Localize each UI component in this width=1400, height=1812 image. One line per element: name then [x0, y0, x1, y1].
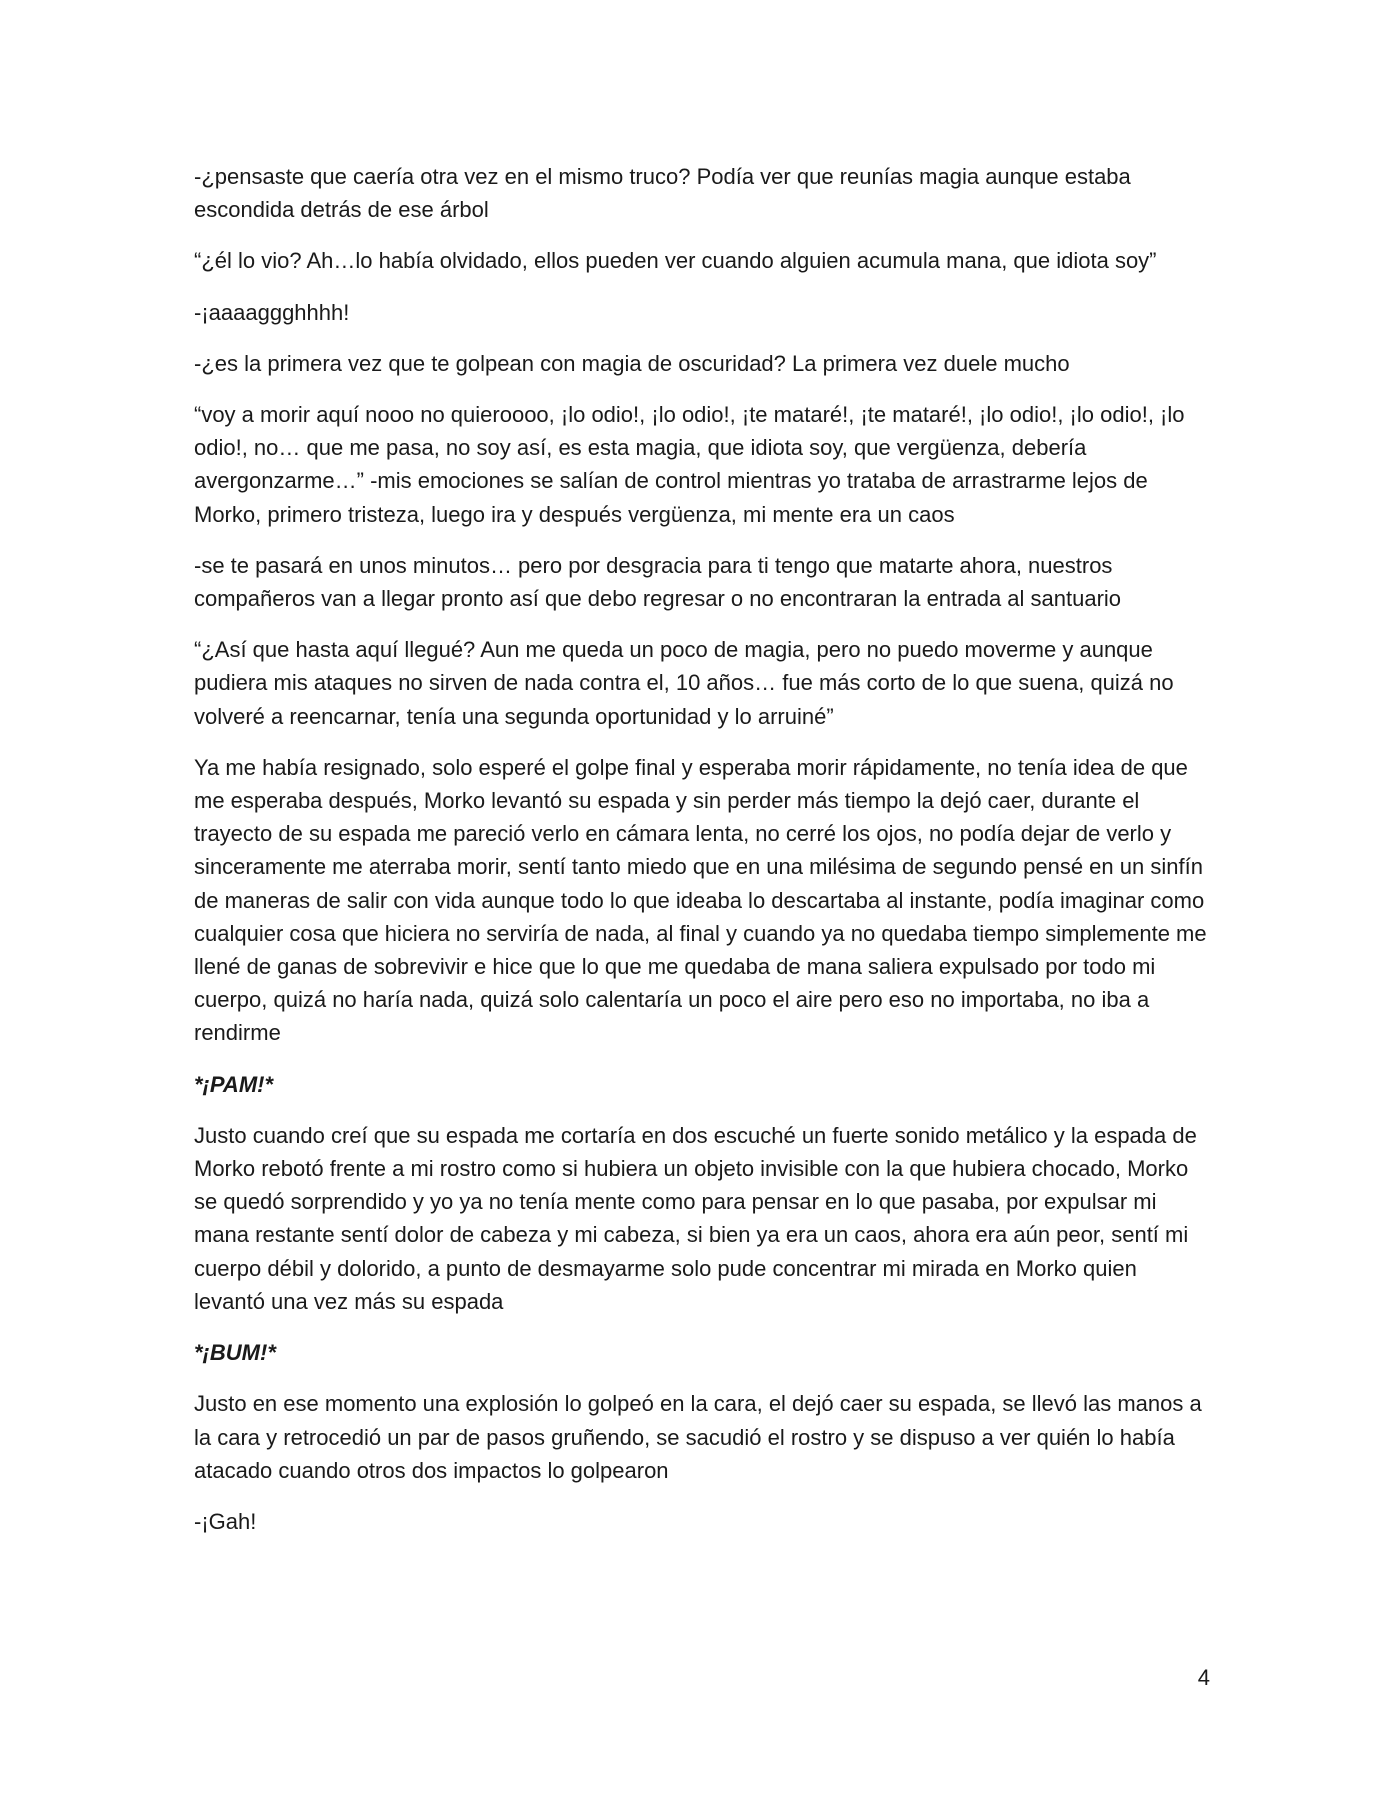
paragraph: “¿Así que hasta aquí llegué? Aun me queda un poco de magia, pero no puedo moverme y aunque pudiera mis ataques no sirven de nada contra el, 10 años… fue más corto de lo que suena, quizá no volveré a reencarnar, tenía una segunda oportunidad y lo arruiné”: [194, 637, 1174, 729]
page-body: [194, 160, 1210, 1556]
paragraph: -¡Gah!: [194, 1508, 257, 1534]
paragraph: “voy a morir aquí nooo no quieroooo, ¡lo odio!, ¡lo odio!, ¡te mataré!, ¡te mataré!, ¡lo odio!, ¡lo odio!, ¡lo odio!, no… que me pasa, no soy así, es esta magia, que idiota soy, que vergüenza, debería avergonzarme…” -mis emociones se salían de control mientras yo trataba de arrastrarme lejos de Morko, primero tristeza, luego ira y después vergüenza, mi mente era un caos: [194, 402, 1185, 527]
paragraph: “¿él lo vio? Ah…lo había olvidado, ellos pueden ver cuando alguien acumula mana, que idiota soy”: [194, 248, 1157, 274]
page-number: 4: [1197, 1665, 1210, 1690]
paragraph: -se te pasará en unos minutos… pero por desgracia para ti tengo que matarte ahora, nuestros compañeros van a llegar pronto así que debo regresar o no encontraran la entrada al santuario: [194, 552, 1122, 612]
paragraph: -¡aaaaggghhhh!: [194, 299, 350, 325]
paragraph: -¿pensaste que caería otra vez en el mismo truco? Podía ver que reunías magia aunque estaba escondida detrás de ese árbol: [194, 164, 1131, 223]
paragraph: Ya me había resignado, solo esperé el golpe final y esperaba morir rápidamente, no tenía idea de que me esperaba después, Morko levantó su espada y sin perder más tiempo la dejó caer, durante el trayecto de su espada me pareció verlo en cámara lenta, no cerré los ojos, no podía dejar de verlo y sinceramente me aterraba morir, sentí tanto miedo que en una milésima de segundo pensé en un sinfín de maneras de salir con vida aunque todo lo que ideaba lo descartaba al instante, podía imaginar como cualquier cosa que hiciera no serviría de nada, al final y cuando ya no quedaba tiempo simplemente me llené de ganas de sobrevivir e hice que lo que me quedaba de mana saliera expulsado por todo mi cuerpo, quizá no haría nada, quizá solo calentaría un poco el aire pero eso no importaba, no iba a rendirme: [194, 754, 1207, 1046]
sound-effect-heading: *¡PAM!*: [194, 1071, 274, 1097]
paragraph: Justo cuando creí que su espada me cortaría en dos escuché un fuerte sonido metálico y la espada de Morko rebotó frente a mi rostro como si hubiera un objeto invisible con la que hubiera chocado, Morko se quedó sorprendido y yo ya no tenía mente como para pensar en lo que pasaba, por expulsar mi mana restante sentí dolor de cabeza y mi cabeza, si bien ya era un caos, ahora era aún peor, sentí mi cuerpo débil y dolorido, a punto de desmayarme solo pude concentrar mi mirada en Morko quien levantó una vez más su espada: [194, 1122, 1197, 1314]
paragraph: Justo en ese momento una explosión lo golpeó en la cara, el dejó caer su espada, se llevó las manos a la cara y retrocedió un par de pasos gruñendo, se sacudió el rostro y se dispuso a ver quién lo había atacado cuando otros dos impactos lo golpearon: [194, 1391, 1202, 1483]
sound-effect-heading: *¡BUM!*: [194, 1340, 276, 1366]
paragraph: -¿es la primera vez que te golpean con magia de oscuridad? La primera vez duele mucho: [194, 350, 1070, 376]
